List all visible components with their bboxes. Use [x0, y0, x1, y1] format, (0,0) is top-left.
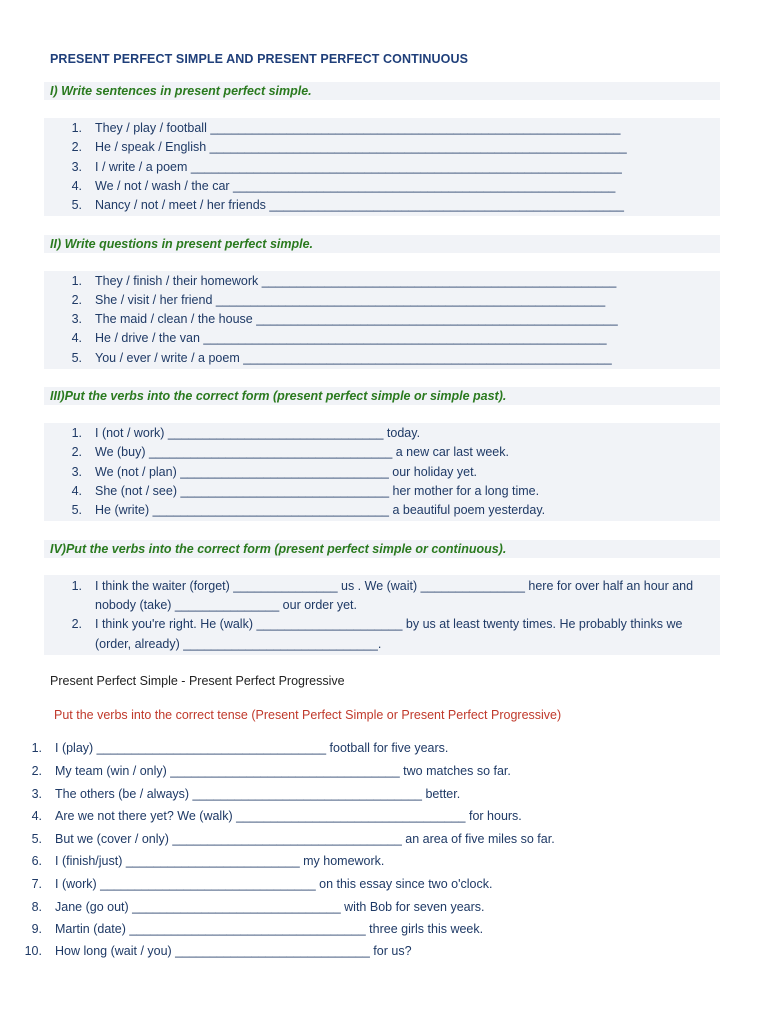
item-number: 1.	[71, 274, 82, 288]
item-text: We (buy) ___________________________________ a new car last week.	[95, 445, 509, 459]
item-number: 6.	[31, 854, 42, 868]
item-number: 2.	[71, 617, 82, 631]
item-number: 5.	[71, 351, 82, 365]
item-text: He / speak / English ____________________________________________________________	[95, 140, 627, 154]
item-text: Nancy / not / meet / her friends ___________________________________________________	[95, 198, 624, 212]
item-number: 4.	[71, 484, 82, 498]
section-5-instruction: Put the verbs into the correct tense (Present Perfect Simple or Present Perfect Progressive)	[54, 708, 562, 722]
item-number: 3.	[31, 787, 42, 801]
item-number: 2.	[71, 293, 82, 307]
item-text: The maid / clean / the house ____________________________________________________	[95, 312, 618, 326]
item-text: But we (cover / only) _________________________________ an area of five miles so far.	[55, 832, 555, 846]
item-text: nobody (take) _______________ our order yet.	[95, 598, 357, 612]
item-text: He (write) __________________________________ a beautiful poem yesterday.	[95, 503, 546, 517]
item-text: I think the waiter (forget) _______________ us . We (wait) _______________ here for over half an hour and	[95, 579, 694, 593]
item-text: They / finish / their homework ___________________________________________________	[95, 274, 617, 288]
item-text: We / not / wash / the car _______________________________________________________	[95, 179, 616, 193]
item-number: 3.	[71, 465, 82, 479]
item-number: 7.	[31, 877, 42, 891]
item-number: 4.	[31, 809, 42, 823]
item-text: I (play) _________________________________ football for five years.	[55, 741, 449, 755]
item-number: 4.	[71, 179, 82, 193]
item-number: 9.	[31, 922, 42, 936]
item-text: We (not / plan) ______________________________ our holiday yet.	[95, 465, 478, 479]
item-text: I (finish/just) _________________________ my homework.	[55, 854, 385, 868]
item-text: He / drive / the van __________________________________________________________	[95, 331, 607, 345]
item-text: Are we not there yet? We (walk) _________________________________ for hours.	[55, 809, 522, 823]
item-number: 4.	[71, 331, 82, 345]
item-number: 8.	[31, 900, 42, 914]
item-number: 5.	[71, 198, 82, 212]
item-text: Jane (go out) ______________________________ with Bob for seven years.	[55, 900, 485, 914]
item-text: The others (be / always) _________________________________ better.	[55, 787, 461, 801]
item-text: How long (wait / you) ____________________________ for us?	[55, 944, 412, 958]
item-text: You / ever / write / a poem _____________________________________________________	[95, 351, 612, 365]
item-number: 2.	[31, 764, 42, 778]
item-text: My team (win / only) _________________________________ two matches so far.	[55, 764, 511, 778]
item-text: Martin (date) __________________________________ three girls this week.	[55, 922, 484, 936]
item-text: I (work) _______________________________ on this essay since two o'clock.	[55, 877, 493, 891]
item-text: They / play / football ___________________________________________________________	[95, 121, 621, 135]
worksheet-title: PRESENT PERFECT SIMPLE AND PRESENT PERFECT CONTINUOUS	[50, 52, 469, 66]
item-text: (order, already) ____________________________.	[95, 637, 382, 651]
item-number: 3.	[71, 160, 82, 174]
item-number: 5.	[31, 832, 42, 846]
section-2-heading: II) Write questions in present perfect simple.	[50, 237, 314, 251]
item-text: I think you're right. He (walk) _____________________ by us at least twenty times. He probably thinks we	[95, 617, 683, 631]
item-number: 1.	[31, 741, 42, 755]
item-number: 2.	[71, 140, 82, 154]
section-1-heading: I) Write sentences in present perfect simple.	[50, 84, 312, 98]
item-text: She / visit / her friend ________________________________________________________	[95, 293, 606, 307]
item-text: I (not / work) _______________________________ today.	[95, 426, 421, 440]
section-5-subtitle: Present Perfect Simple - Present Perfect Progressive	[50, 674, 345, 688]
item-number: 3.	[71, 312, 82, 326]
item-number: 1.	[71, 121, 82, 135]
section-3-heading: III)Put the verbs into the correct form (present perfect simple or simple past).	[50, 389, 507, 403]
item-text: I / write / a poem ______________________________________________________________	[95, 160, 622, 174]
item-number: 2.	[71, 445, 82, 459]
item-number: 10.	[24, 944, 42, 958]
item-text: She (not / see) ______________________________ her mother for a long time.	[95, 484, 540, 498]
item-number: 1.	[71, 426, 82, 440]
item-number: 1.	[71, 579, 82, 593]
section-4-heading: IV)Put the verbs into the correct form (present perfect simple or continuous).	[50, 542, 507, 556]
item-number: 5.	[71, 503, 82, 517]
